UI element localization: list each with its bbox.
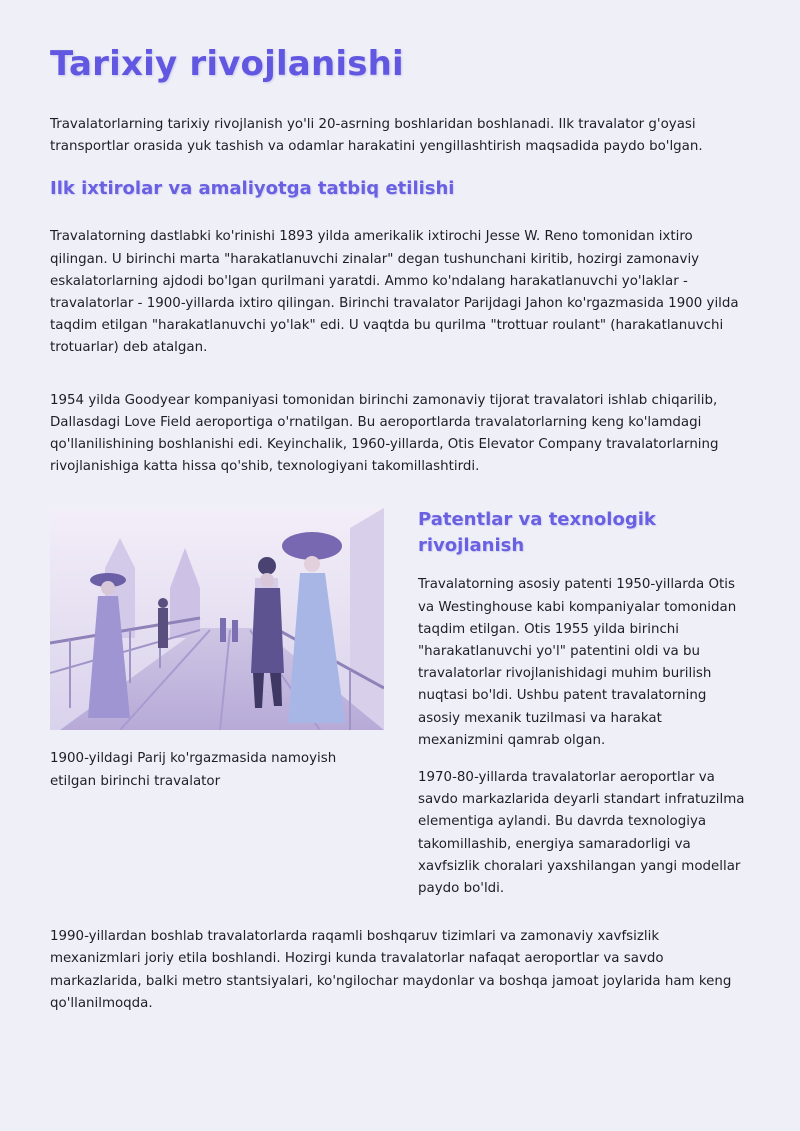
patents-paragraph: Travalatorning asosiy patenti 1950-yillarda Otis va Westinghouse kabi kompaniyalar tomonidan taqdim etilgan. Otis 1955 yilda birinchi "harakatlanuvchi yo'l" patentini oldi va bu travalatorlar rivojlanishidagi muhim burilish nuqtasi bo'ldi. Ushbu patent travalatorning asosiy mexanik tuzilmasi va harakat mexanizmini qamrab olgan. [418,577,737,748]
intro-paragraph: Travalatorlarning tarixiy rivojlanish yo'li 20-asrning boshlaridan boshlanadi. Ilk travalator g'oyasi transportlar orasida yuk tashish va odamlar harakatini yengillashtirish maqsadida paydo bo'lgan. [50,117,703,155]
early-inventions-paragraph: Travalatorning dastlabki ko'rinishi 1893 yilda amerikalik ixtirochi Jesse W. Reno tomonidan ixtiro qilingan. U birinchi marta "harakatlanuvchi zinalar" degan tushunchani kiritib, hozirgi zamonaviy eskalatorlarning ajdodi bo'lgan qurilmani yaratdi. Ammo ko'ndalang harakatlanuvchi yo'laklar - travalatorlar - 1900-yillarda ixtiro qilingan. Birinchi travalator Parijdagi Jahon ko'rgazmasida 1900 yilda taqdim etilgan "harakatlanuvchi yo'lak" edi. U vaqtda bu qurilma "trottuar roulant" (harakatlanuvchi trotuarlar) deb atalgan. [50,229,739,356]
figure-caption: 1900-yildagi Parij ko'rgazmasida namoyish etilgan birinchi travalator [50,751,337,789]
patents-column [418,508,750,900]
paris-1900-travelator-illustration [50,508,384,730]
goodyear-1954-paragraph: 1954 yilda Goodyear kompaniyasi tomonidan birinchi zamonaviy tijorat travalatori ishlab chiqarilib, Dallasdagi Love Field aeroportiga o'rnatilgan. Bu aeroportlarda travalatorlarning keng ko'lamdagi qo'llanilishining boshlanishi edi. Keyinchalik, 1960-yillarda, Otis Elevator Company travalatorlarning rivojlanishiga katta hissa qo'shib, texnologiyani takomillashtirdi. [50,392,719,475]
section-heading-patents: Patentlar va texnologik rivojlanish [418,509,656,557]
section-heading-early-inventions: Ilk ixtirolar va amaliyotga tatbiq etilishi [50,178,455,200]
figure-column [50,508,384,900]
figure-and-patents-row [50,508,750,900]
page-title: Tarixiy rivojlanishi [50,44,404,84]
1990s-paragraph: 1990-yillardan boshlab travalatorlarda raqamli boshqaruv tizimlari va zamonaviy xavfsizlik mexanizmlari joriy etila boshlandi. Hozirgi kunda travalatorlar nafaqat aeroportlar va savdo markazlarida, balki metro stantsiyalari, ko'ngilochar maydonlar va boshqa jamoat joylarida ham keng qo'llanilmoqda. [50,929,732,1011]
1970s-paragraph: 1970-80-yillarda travalatorlar aeroportlar va savdo markazlarida deyarli standart infratuzilma elementiga aylandi. Bu davrda texnologiya takomillashib, energiya samaradorligi va xavfsizlik choralari yaxshilangan yangi modellar paydo bo'ldi. [418,770,745,897]
